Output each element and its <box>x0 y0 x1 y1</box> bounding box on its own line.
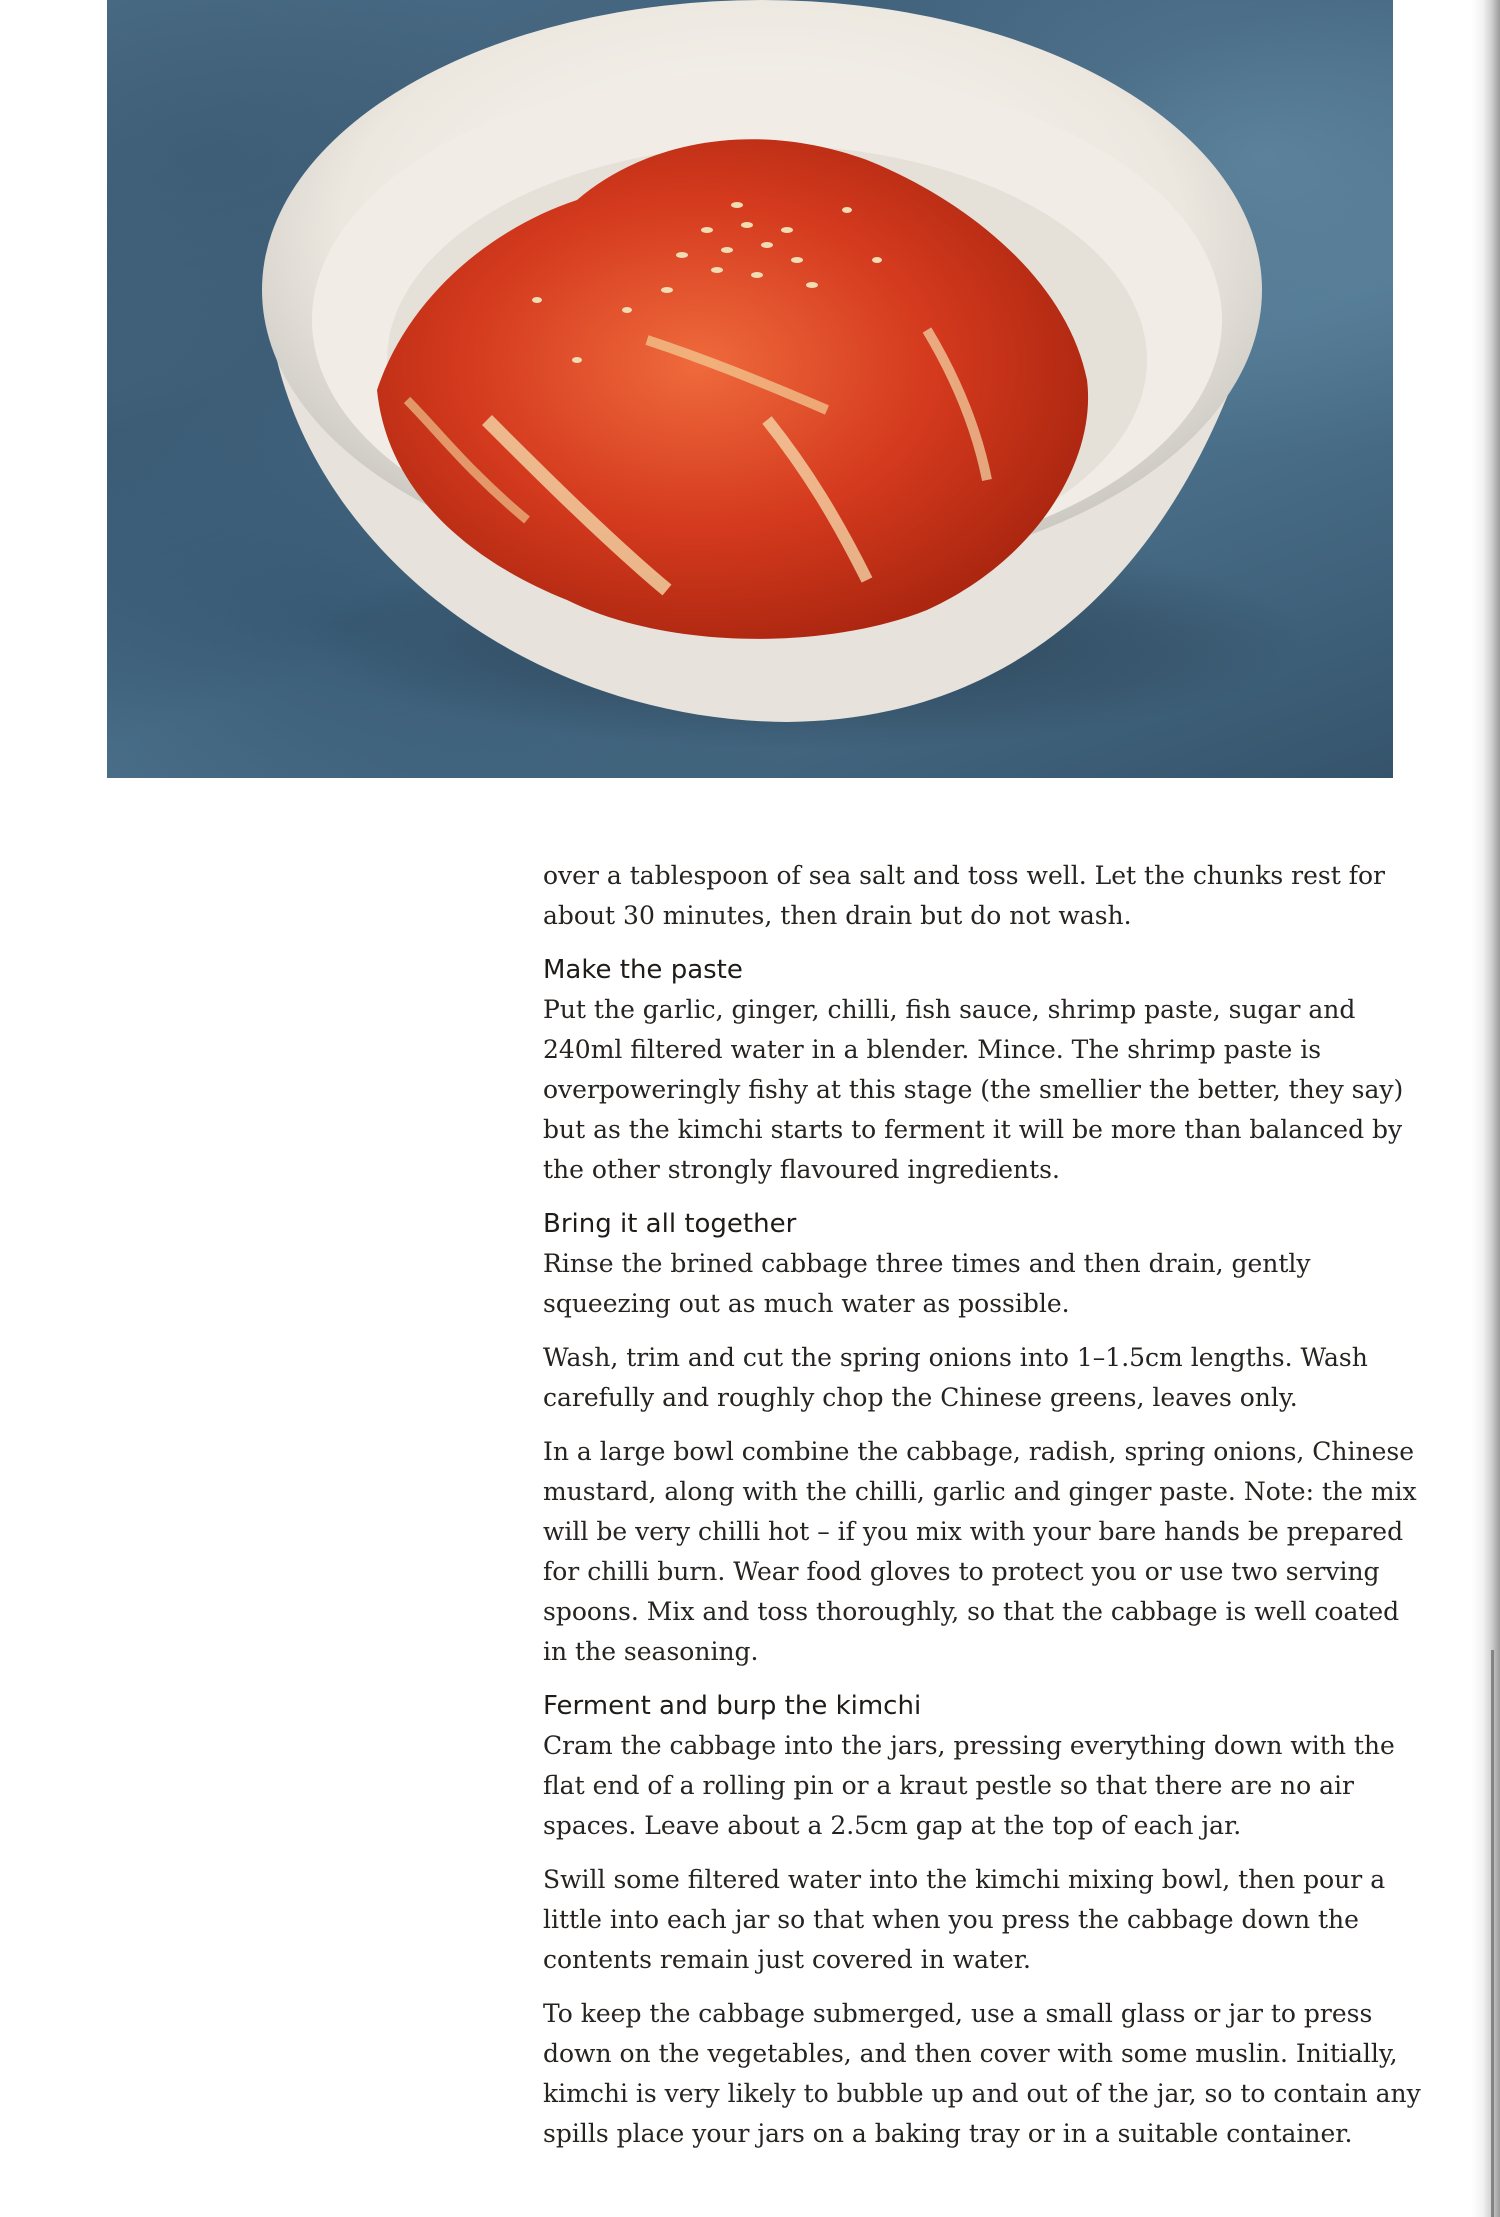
heading-make-paste: Make the paste <box>543 955 743 985</box>
paragraph-cram-jars: Cram the cabbage into the jars, pressing everything down with the flat end of a rolling pin or a kraut pestle so that there are no air spaces. Leave about a 2.5cm gap at the top of each jar. <box>543 1731 1395 1840</box>
paragraph-spring-onions: Wash, trim and cut the spring onions into 1–1.5cm lengths. Wash carefully and roughly chop the Chinese greens, leaves only. <box>543 1343 1368 1412</box>
paragraph-salt-chunks: over a tablespoon of sea salt and toss well. Let the chunks rest for about 30 minutes, then drain but do not wash. <box>543 861 1385 930</box>
paragraph-rinse-cabbage: Rinse the brined cabbage three times and then drain, gently squeezing out as much water as possible. <box>543 1249 1311 1318</box>
page-edge-line <box>1491 1650 1494 2217</box>
paragraph-make-paste: Put the garlic, ginger, chilli, fish sauce, shrimp paste, sugar and 240ml filtered water in a blender. Mince. The shrimp paste is overpoweringly fishy at this stage (the smellier the better, they say) but as the kimchi starts to ferment it will be more than balanced by the other strongly flavoured ingredients. <box>543 995 1404 1184</box>
recipe-text <box>543 856 1423 2168</box>
heading-ferment: Ferment and burp the kimchi <box>543 1691 922 1721</box>
kimchi-photo <box>107 0 1393 778</box>
heading-bring-together: Bring it all together <box>543 1209 797 1239</box>
paragraph-swill-water: Swill some filtered water into the kimchi mixing bowl, then pour a little into each jar so that when you press the cabbage down the contents remain just covered in water. <box>543 1865 1386 1974</box>
paragraph-submerge: To keep the cabbage submerged, use a small glass or jar to press down on the vegetables, and then cover with some muslin. Initially, kimchi is very likely to bubble up and out of the jar, so to contain any spills place your jars on a baking tray or in a suitable container. <box>543 1999 1421 2148</box>
paragraph-combine: In a large bowl combine the cabbage, radish, spring onions, Chinese mustard, along with the chilli, garlic and ginger paste. Note: the mix will be very chilli hot – if you mix with your bare hands be prepared for chilli burn. Wear food gloves to protect you or use two serving spoons. Mix and toss thoroughly, so that the cabbage is well coated in the seasoning. <box>543 1437 1417 1666</box>
kimchi-bowl-illustration <box>107 0 1393 778</box>
page-edge-shadow <box>1472 0 1500 2217</box>
